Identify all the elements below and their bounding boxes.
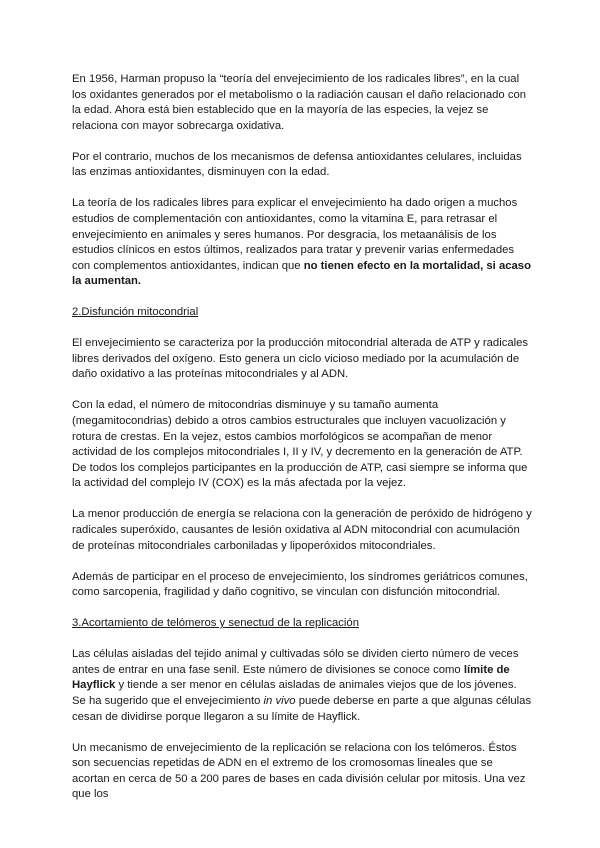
text-run: 3.Acortamiento de telómeros y senectud de la replicación bbox=[72, 617, 359, 630]
paragraph bbox=[72, 398, 532, 492]
text-run: En 1956, Harman propuso la “teoría del envejecimiento de los radicales libres”, en la cual los oxidantes generados por el metabolismo o la radiación causan el daño relacionado con la edad. Ahora está bien establecido que en la mayoría de las especies, la vejez se relaciona con mayor sobrecarga oxidativa. bbox=[72, 73, 527, 132]
text-run: La menor producción de energía se relaciona con la generación de peróxido de hidrógeno y radicales superóxido, causantes de lesión oxidativa al ADN mitocondrial con acumulación de proteínas mitocondriales carboniladas y lipoperóxidos mitocondriales. bbox=[72, 508, 532, 552]
text-run: Con la edad, el número de mitocondrias disminuye y su tamaño aumenta (megamitocondrias) debido a otros cambios estructurales que incluyen vacuolización y rotura de crestas. En la vejez, estos cambios morfológicos se acompañan de menor actividad de los complejos mitocondriales I, II y IV, y decremento en la generación de ATP. De todos los complejos participantes en la producción de ATP, casi siempre se informa que la actividad del complejo IV (COX) es la más afectada por la vejez. bbox=[72, 399, 528, 490]
text-run: Además de participar en el proceso de envejecimiento, los síndromes geriátricos comunes, como sarcopenia, fragilidad y daño cognitivo, se vinculan con disfunción mitocondrial. bbox=[72, 570, 528, 599]
paragraph bbox=[72, 570, 532, 601]
paragraph bbox=[72, 72, 532, 134]
paragraph bbox=[72, 647, 532, 725]
bold-text: límite de Hayflick bbox=[72, 663, 510, 692]
text-run: El envejecimiento se caracteriza por la producción mitocondrial alterada de ATP y radicales libres derivados del oxígeno. Esto genera un ciclo vicioso mediado por la acumulación de daño oxidativo a las proteínas mitocondriales y al ADN. bbox=[72, 337, 529, 381]
paragraph bbox=[72, 150, 532, 181]
paragraph bbox=[72, 196, 532, 290]
text-run: Un mecanismo de envejecimiento de la replicación se relaciona con los telómeros. Éstos son secuencias repetidas de ADN en el extremo de los cromosomas lineales que se acortan en cerca de 50 a 200 pares de bases en cada división celular por mitosis. Una vez que los bbox=[72, 741, 526, 801]
paragraph bbox=[72, 336, 532, 383]
paragraph bbox=[72, 741, 532, 803]
text-run: Por el contrario, muchos de los mecanismos de defensa antioxidantes celulares, incluidas las enzimas antioxidantes, disminuyen con la edad. bbox=[72, 150, 522, 179]
section-heading bbox=[72, 305, 532, 321]
text-run: y tiende a ser menor en células aisladas de animales viejos que de los jóvenes. Se ha sugerido que el envejecimiento bbox=[72, 679, 517, 707]
text-run: La teoría de los radicales libres para explicar el envejecimiento ha dado origen a muchos estudios de complementación con antioxidantes, como la vitamina E, para retrasar el envejecimiento en animales y seres humanos. Por desgracia, los metaanálisis de los estudios clínicos en estos últimos, realizados para tratar y prevenir varias enfermedades con complementos antioxidantes, indican que bbox=[72, 197, 518, 272]
text-run: 2.Disfunción mitocondrial bbox=[72, 306, 199, 319]
text-run: puede deberse en parte a que algunas células cesan de dividirse porque llegaron a su límite de Hayflick. bbox=[72, 694, 532, 723]
text-run: Las células aisladas del tejido animal y cultivadas sólo se dividen cierto número de veces antes de entrar en una fase senil. Este número de divisiones se conoce como bbox=[72, 648, 519, 676]
section-heading bbox=[72, 616, 532, 632]
bold-text: no tienen efecto en la mortalidad, si acaso la aumentan. bbox=[72, 259, 531, 288]
paragraph bbox=[72, 507, 532, 554]
document-body bbox=[72, 72, 532, 818]
italic-text: in vivo bbox=[263, 694, 296, 707]
